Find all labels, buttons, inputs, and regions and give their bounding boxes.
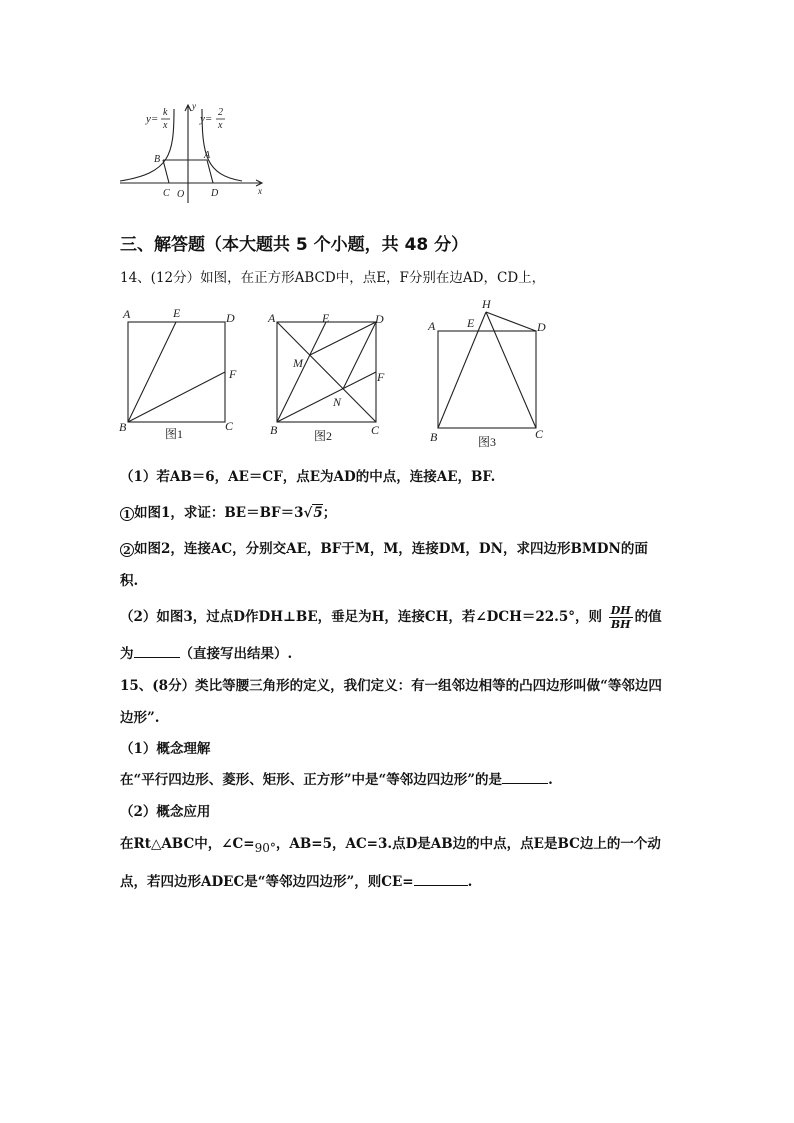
fig2-label-c: C [371, 423, 380, 437]
q14-figures [112, 296, 562, 448]
q14-part1: （1）若AB＝6，AE＝CF，点E为AD的中点，连接AE，BF. [120, 469, 496, 485]
q15-part2-line1-pre: 在Rt△ABC中，∠C= [120, 836, 255, 852]
figure-2 [267, 311, 385, 443]
q14-intro: 14、(12分）如图，在正方形ABCD中，点E，F分别在边AD，CD上， [120, 270, 546, 286]
q15-part2-line2-post: . [467, 874, 473, 890]
fig1-label-d: D [226, 311, 235, 325]
q15-intro-line2: 边形”. [120, 710, 160, 726]
fig1-caption: 图1 [165, 427, 184, 441]
q14-sub2-line2: 积. [120, 573, 139, 589]
q14-part2-line2-pre: 为 [120, 646, 134, 662]
fig2-label-m: M [293, 356, 303, 370]
q14-part2-post: 的值 [634, 609, 662, 625]
fig1-label-e: E [173, 306, 181, 320]
q14-sub1-pre: 如图1，求证：BE＝BF＝3 [134, 505, 304, 521]
answer-blank-q15-2[interactable] [414, 873, 468, 886]
graph-eq2-prefix: y= [200, 113, 213, 125]
fig3-label-c: C [535, 427, 544, 441]
q15-part2-line1-post: ，AB=5，AC=3.点D是AB边的中点，点E是BC边上的一个动 [275, 836, 661, 852]
q15-part1-text [120, 770, 553, 790]
fig2-caption: 图2 [314, 429, 333, 443]
graph-label-d: D [211, 188, 219, 199]
graph-label-y: y [192, 101, 196, 111]
fig3-label-a: A [428, 319, 436, 333]
graph-label-x: x [258, 186, 262, 196]
graph-label-o: O [177, 189, 185, 200]
fig2-label-a: A [268, 311, 276, 325]
sqrt-symbol: √ [303, 505, 313, 521]
graph-label-a: A [204, 150, 211, 161]
fig3-label-d: D [537, 320, 546, 334]
q14-sub1-post: ； [322, 505, 337, 521]
fig3-label-h: H [482, 297, 491, 311]
q15-intro-line1: 15、(8分）类比等腰三角形的定义，我们定义：有一组邻边相等的凸四边形叫做“等邻边四 [120, 678, 662, 694]
q15-part1-pre: 在“平行四边形、菱形、矩形、正方形”中是“等邻边四边形”的是 [120, 772, 503, 788]
fig1-label-c: C [225, 419, 234, 433]
answer-blank-q15-1[interactable] [502, 771, 548, 784]
fraction-num: DH [610, 604, 631, 617]
graph-label-c: C [163, 188, 170, 199]
q14-part2-line2 [120, 644, 292, 664]
q15-part2-line1 [120, 834, 661, 854]
fig3-label-e: E [467, 316, 475, 330]
graph-eq2-den: x [218, 120, 223, 131]
q14-part2-pre: （2）如图3，过点D作DH⊥BE，垂足为H，连接CH，若∠DCH＝22.5°，则 [120, 609, 603, 625]
q15-part1-post: . [548, 772, 553, 788]
fig2-label-d: D [375, 312, 384, 326]
fig2-label-f: F [377, 370, 385, 384]
circled-number-1: 1 [120, 507, 134, 521]
q14-part2-line2-post: （直接写出结果）. [179, 646, 293, 662]
q14-sub2-line1 [120, 539, 648, 559]
section-title: 三、解答题（本大题共 5 个小题，共 48 分） [120, 235, 469, 255]
fig1-label-f: F [229, 367, 237, 381]
fig2-label-e: E [322, 311, 330, 325]
q14-sub1 [120, 503, 336, 523]
q14-sub2-text: 如图2，连接AC，分别交AE，BF于M，M，连接DM，DN，求四边形BMDN的面 [134, 541, 648, 557]
q14-sub1-root: 5 [313, 505, 323, 521]
q15-part2-title: （2）概念应用 [120, 804, 211, 820]
graph-eq2-num: 2 [218, 107, 223, 118]
fig2-label-b: B [270, 423, 278, 437]
fig1-label-a: A [123, 307, 131, 321]
q15-angle-value: 90° [254, 841, 276, 855]
fraction-den: BH [610, 618, 631, 631]
fig2-label-n: N [333, 395, 342, 409]
fig3-caption: 图3 [478, 435, 497, 448]
q14-part2-line1 [120, 604, 662, 631]
graph-label-b: B [154, 154, 161, 165]
fraction-dh-bh [609, 604, 633, 631]
q15-part1-title: （1）概念理解 [120, 741, 211, 757]
q15-part2-line2 [120, 872, 472, 892]
fig1-label-b: B [119, 420, 127, 434]
graph-eq1-prefix: y= [146, 113, 159, 125]
graph-eq1-num: k [163, 107, 168, 118]
graph-eq1-den: x [163, 120, 168, 131]
q15-part2-line2-pre: 点，若四边形ADEC是“等邻边四边形”，则CE= [120, 874, 414, 890]
circled-number-2: 2 [120, 543, 134, 557]
figure-1 [119, 306, 237, 441]
figure-3 [427, 297, 546, 448]
answer-blank-q14[interactable] [134, 645, 180, 658]
hyperbola-graph [110, 95, 280, 207]
fig3-label-b: B [430, 430, 438, 444]
